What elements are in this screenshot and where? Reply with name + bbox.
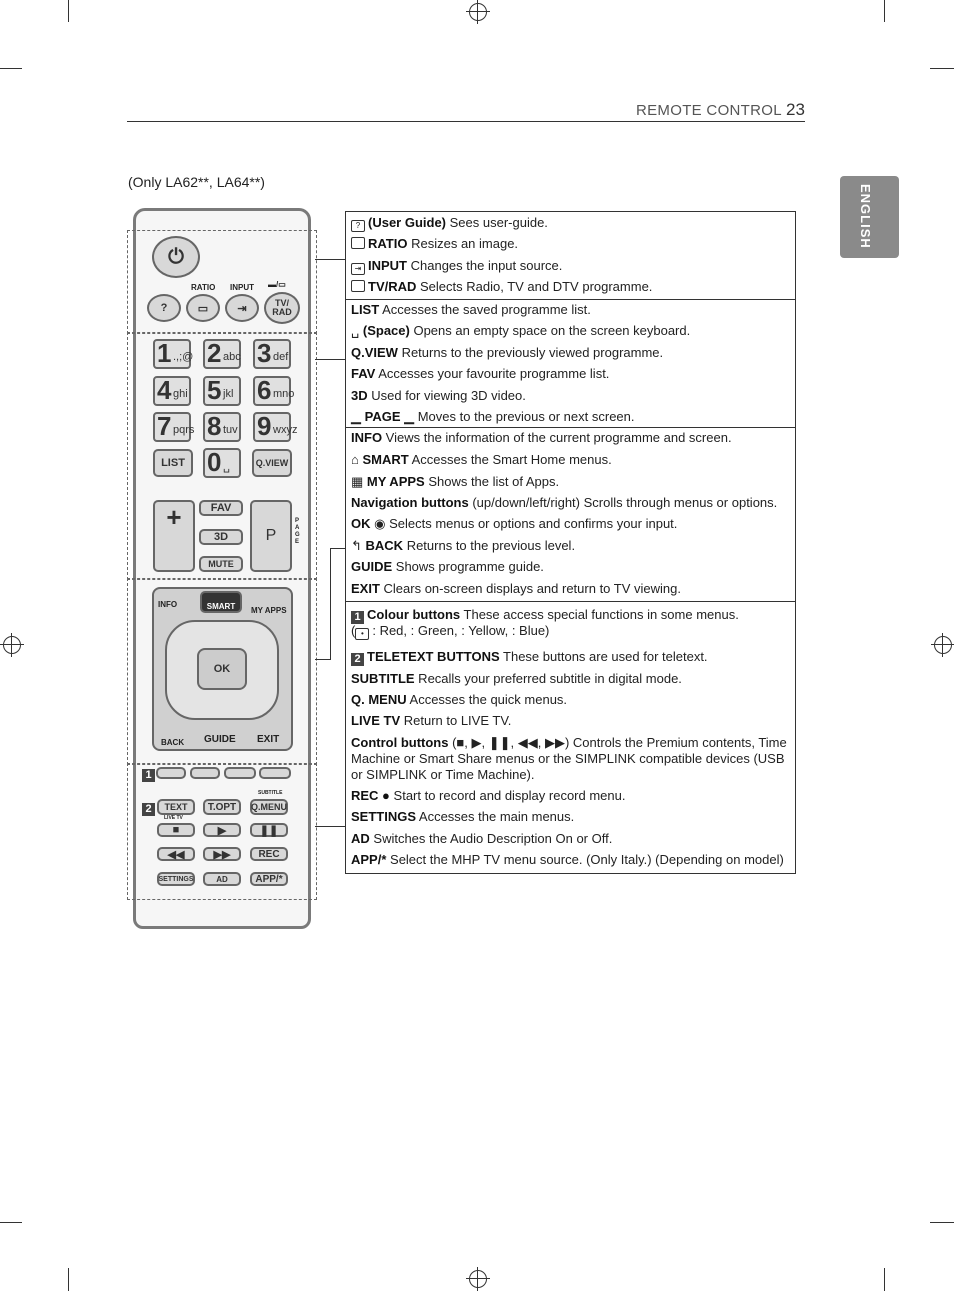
registration-mark-icon [469,3,487,21]
ratio-label: RATIO [191,283,216,292]
desc-qview: Q.VIEW Returns to the previously viewed programme. [351,345,664,360]
desc-back: ↰ BACK Returns to the previous level. [351,538,576,553]
info-label: INFO [158,600,178,609]
desc-colour-buttons: 1 Colour buttons These access special functions in some menus. [351,607,739,624]
crop-mark [0,68,22,69]
desc-space: ␣ (Space) Opens an empty space on the screen keyboard. [351,323,691,338]
ad-button: AD [203,872,241,886]
page-down-icon: ▁ [400,409,415,424]
ratio-icon: ▭ [186,294,220,322]
qmenu-button: Q.MENU [250,799,288,815]
callout-line [330,548,345,549]
marker-1: 1 [142,769,155,782]
tv-radio-icon: ▬/▭ [268,280,286,289]
home-icon: ⌂ [351,452,363,467]
desc-info: INFO Views the information of the current programme and screen. [351,430,732,445]
topt-button: T.OPT [203,799,241,815]
callout-line [330,548,331,660]
desc-colour-detail: ( • : Red, : Green, : Yellow, : Blue) [351,623,550,638]
page-label: PAGE [295,518,300,545]
mute-button: MUTE [199,556,243,572]
live-tv-label: LIVE TV [164,815,183,821]
callout-line [315,826,345,827]
blue-button [259,767,291,779]
ratio-icon [351,237,365,249]
yellow-button [224,767,256,779]
marker-2: 2 [142,803,155,816]
apps-grid-icon: ▦ [351,474,367,489]
desc-fav: FAV Accesses your favourite programme list. [351,366,610,381]
settings-button: SETTINGS [157,872,195,886]
red-button-icon: • [355,628,369,640]
input-icon: ⇥ [225,294,259,322]
volume-icon: + [153,500,195,572]
callout-line [315,359,345,360]
number-key: 8 tuv [203,412,241,442]
rec-button: REC [250,847,288,861]
space-icon: ␣ [351,323,363,338]
input-icon: ⇥ [351,263,365,275]
desc-3d: 3D Used for viewing 3D video. [351,388,526,403]
crop-mark [930,68,954,69]
desc-navigation: Navigation buttons (up/down/left/right) Scrolls through menus or options. [351,495,778,510]
registration-mark-icon [934,636,952,654]
app-button: APP/* [250,872,288,886]
desc-control-buttons-2: Machine or Smart Share menus or the SIMPLINK compatible devices (USB [351,751,785,766]
stop-icon: ■ [157,823,195,837]
user-guide-icon: ? [147,294,181,322]
desc-control-buttons-3: or SIMPLINK or Time Machine). [351,767,535,782]
header-divider [127,121,805,122]
desc-ok: OK ◉ Selects menus or options and confirms your input. [351,516,678,531]
crop-mark [930,1222,954,1223]
red-button [156,767,186,779]
desc-tv-rad: TV/RAD Selects Radio, TV and DTV programme. [351,279,652,294]
number-key: 2 abc [203,339,241,369]
page-number: 23 [786,100,805,119]
page-up-icon: ▁ [351,409,365,424]
callout-line [315,659,331,660]
smart-button: SMART [200,591,242,613]
desc-guide: GUIDE Shows programme guide. [351,559,544,574]
list-button: LIST [153,449,193,477]
desc-teletext: 2 TELETEXT BUTTONS These buttons are used for teletext. [351,649,708,666]
pause-icon: ❚❚ [250,823,288,837]
desc-rec: REC ● Start to record and display record menu. [351,788,626,803]
desc-live-tv: LIVE TV Return to LIVE TV. [351,713,512,728]
desc-control-buttons: Control buttons (■, ▶, ❚❚, ◀◀, ▶▶) Controls the Premium contents, Time [351,735,787,750]
number-key: 5 jkl [203,376,241,406]
number-key: 7 pqrs [153,412,191,442]
crop-mark [68,0,69,22]
registration-mark-icon [469,1270,487,1288]
3d-button: 3D [199,529,243,545]
desc-list: LIST Accesses the saved programme list. [351,302,591,317]
text-button: TEXT [157,799,195,815]
number-key: 3 def [253,339,291,369]
qview-button: Q.VIEW [252,449,292,477]
input-label: INPUT [230,283,254,292]
fast-forward-icon: ▶▶ [203,847,241,861]
description-table [345,211,796,874]
rewind-icon: ◀◀ [157,847,195,861]
desc-qmenu: Q. MENU Accesses the quick menus. [351,692,568,707]
desc-subtitle: SUBTITLE Recalls your preferred subtitle in digital mode. [351,671,682,686]
section-divider [346,601,795,602]
exit-label: EXIT [257,734,280,745]
guide-label: GUIDE [204,734,236,745]
my-apps-label: MY APPS [251,606,287,615]
language-tab [840,176,899,258]
desc-exit: EXIT Clears on-screen displays and return to TV viewing. [351,581,681,596]
model-note: (Only LA62**, LA64**) [128,174,265,190]
fav-button: FAV [199,500,243,516]
ok-button: OK [197,648,247,690]
desc-my-apps: ▦ MY APPS Shows the list of Apps. [351,474,560,489]
subtitle-label: SUBTITLE [258,790,283,796]
number-key: 9 wxyz [253,412,291,442]
registration-mark-icon [3,636,21,654]
desc-smart: ⌂ SMART Accesses the Smart Home menus. [351,452,612,467]
desc-input: ⇥ INPUT Changes the input source. [351,258,562,275]
play-icon: ▶ [203,823,241,837]
desc-ratio: RATIO Resizes an image. [351,236,518,251]
user-guide-icon: ? [351,220,365,232]
desc-settings: SETTINGS Accesses the main menus. [351,809,575,824]
crop-mark [884,1268,885,1291]
number-key: 1 .,;@ [153,339,191,369]
desc-app: APP/* Select the MHP TV menu source. (Only Italy.) (Depending on model) [351,852,784,867]
green-button [190,767,220,779]
number-key: 6 mno [253,376,291,406]
section-divider [346,299,795,300]
crop-mark [0,1222,22,1223]
tv-rad-button: TV/ RAD [264,292,300,324]
crop-mark [68,1268,69,1291]
back-label: BACK [161,738,185,747]
section-divider [346,427,795,428]
number-key: 0 ␣ [203,448,241,478]
crop-mark [884,0,885,22]
desc-page: ▁ PAGE ▁ Moves to the previous or next screen. [351,409,635,424]
desc-user-guide: ? (User Guide) Sees user-guide. [351,215,548,232]
tv-radio-icon [351,280,365,292]
power-icon: ⏻ [152,236,200,278]
page-button: P [250,500,292,572]
desc-ad: AD Switches the Audio Description On or Off. [351,831,613,846]
back-arrow-icon: ↰ [351,538,366,553]
ok-dot-icon: ◉ [370,516,386,531]
callout-line [315,259,345,260]
header-title: REMOTE CONTROL [636,102,782,119]
language-tab-label: ENGLISH [858,184,873,249]
number-key: 4 ghi [153,376,191,406]
